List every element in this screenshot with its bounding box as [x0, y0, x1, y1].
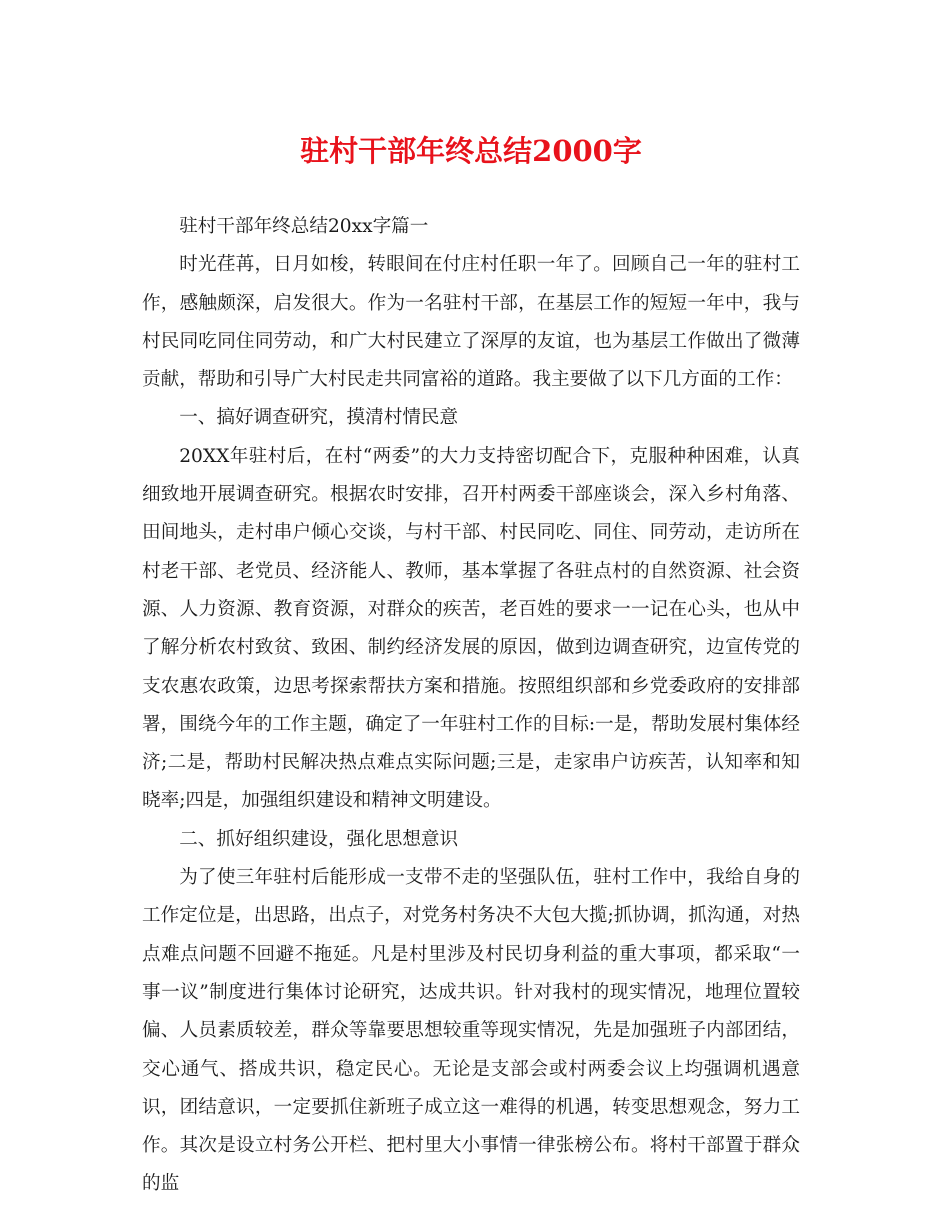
- paragraph-research: 20XX年驻村后，在村“两委”的大力支持密切配合下，克服种种困难，认真细致地开展调查研究。根据农时安排，召开村两委干部座谈会，深入乡村角落、田间地头，走村串户倾心交谈，与村干部、村民同吃、同住、同劳动，走访所在村老干部、老党员、经济能人、教师，基本掌握了各驻点村的自然资源、社会资源、人力资源、教育资源，对群众的疾苦，老百姓的要求一一记在心头，也从中了解分析农村致贫、致困、制约经济发展的原因，做到边调查研究，边宣传党的支农惠农政策，边思考探索帮扶方案和措施。按照组织部和乡党委政府的安排部署，围绕今年的工作主题，确定了一年驻村工作的目标:一是，帮助发展村集体经济;二是，帮助村民解决热点难点实际问题;三是，走家串户访疾苦，认知率和知晓率;四是，加强组织建设和精神文明建设。: [142, 445, 800, 812]
- document-title: 驻村干部年终总结2000字: [300, 134, 642, 168]
- paragraph-organization: 为了使三年驻村后能形成一支带不走的坚强队伍，驻村工作中，我给自身的工作定位是，出思路，出点子，对党务村务决不大包大揽;抓协调，抓沟通，对热点难点问题不回避不拖延。凡是村里涉及村民切身利益的重大事项，都采取“一事一议”制度进行集体讨论研究，达成共识。针对我村的现实情况，地理位置较偏、人员素质较差，群众等靠要思想较重等现实情况，先是加强班子内部团结，交心通气、搭成共识，稳定民心。无论是支部会或村两委会议上均强调机遇意识，团结意识，一定要抓住新班子成立这一难得的机遇，转变思想观念，努力工作。其次是设立村务公开栏、把村里大小事情一律张榜公布。将村干部置于群众的监: [142, 867, 800, 1195]
- section-heading-1: 一、搞好调查研究，摸清村情民意: [179, 407, 459, 429]
- section-subtitle: 驻村干部年终总结20xx字篇一: [179, 216, 429, 237]
- section-heading-2: 二、抓好组织建设，强化思想意识: [179, 828, 459, 850]
- document-body: [142, 208, 800, 1204]
- paragraph-intro: 时光荏苒，日月如梭，转眼间在付庄村任职一年了。回顾自己一年的驻村工作，感触颇深，启发很大。作为一名驻村干部，在基层工作的短短一年中，我与村民同吃同住同劳动，和广大村民建立了深厚的友谊，也为基层工作做出了微薄贡献，帮助和引导广大村民走共同富裕的道路。我主要做了以下几方面的工作：: [142, 254, 800, 391]
